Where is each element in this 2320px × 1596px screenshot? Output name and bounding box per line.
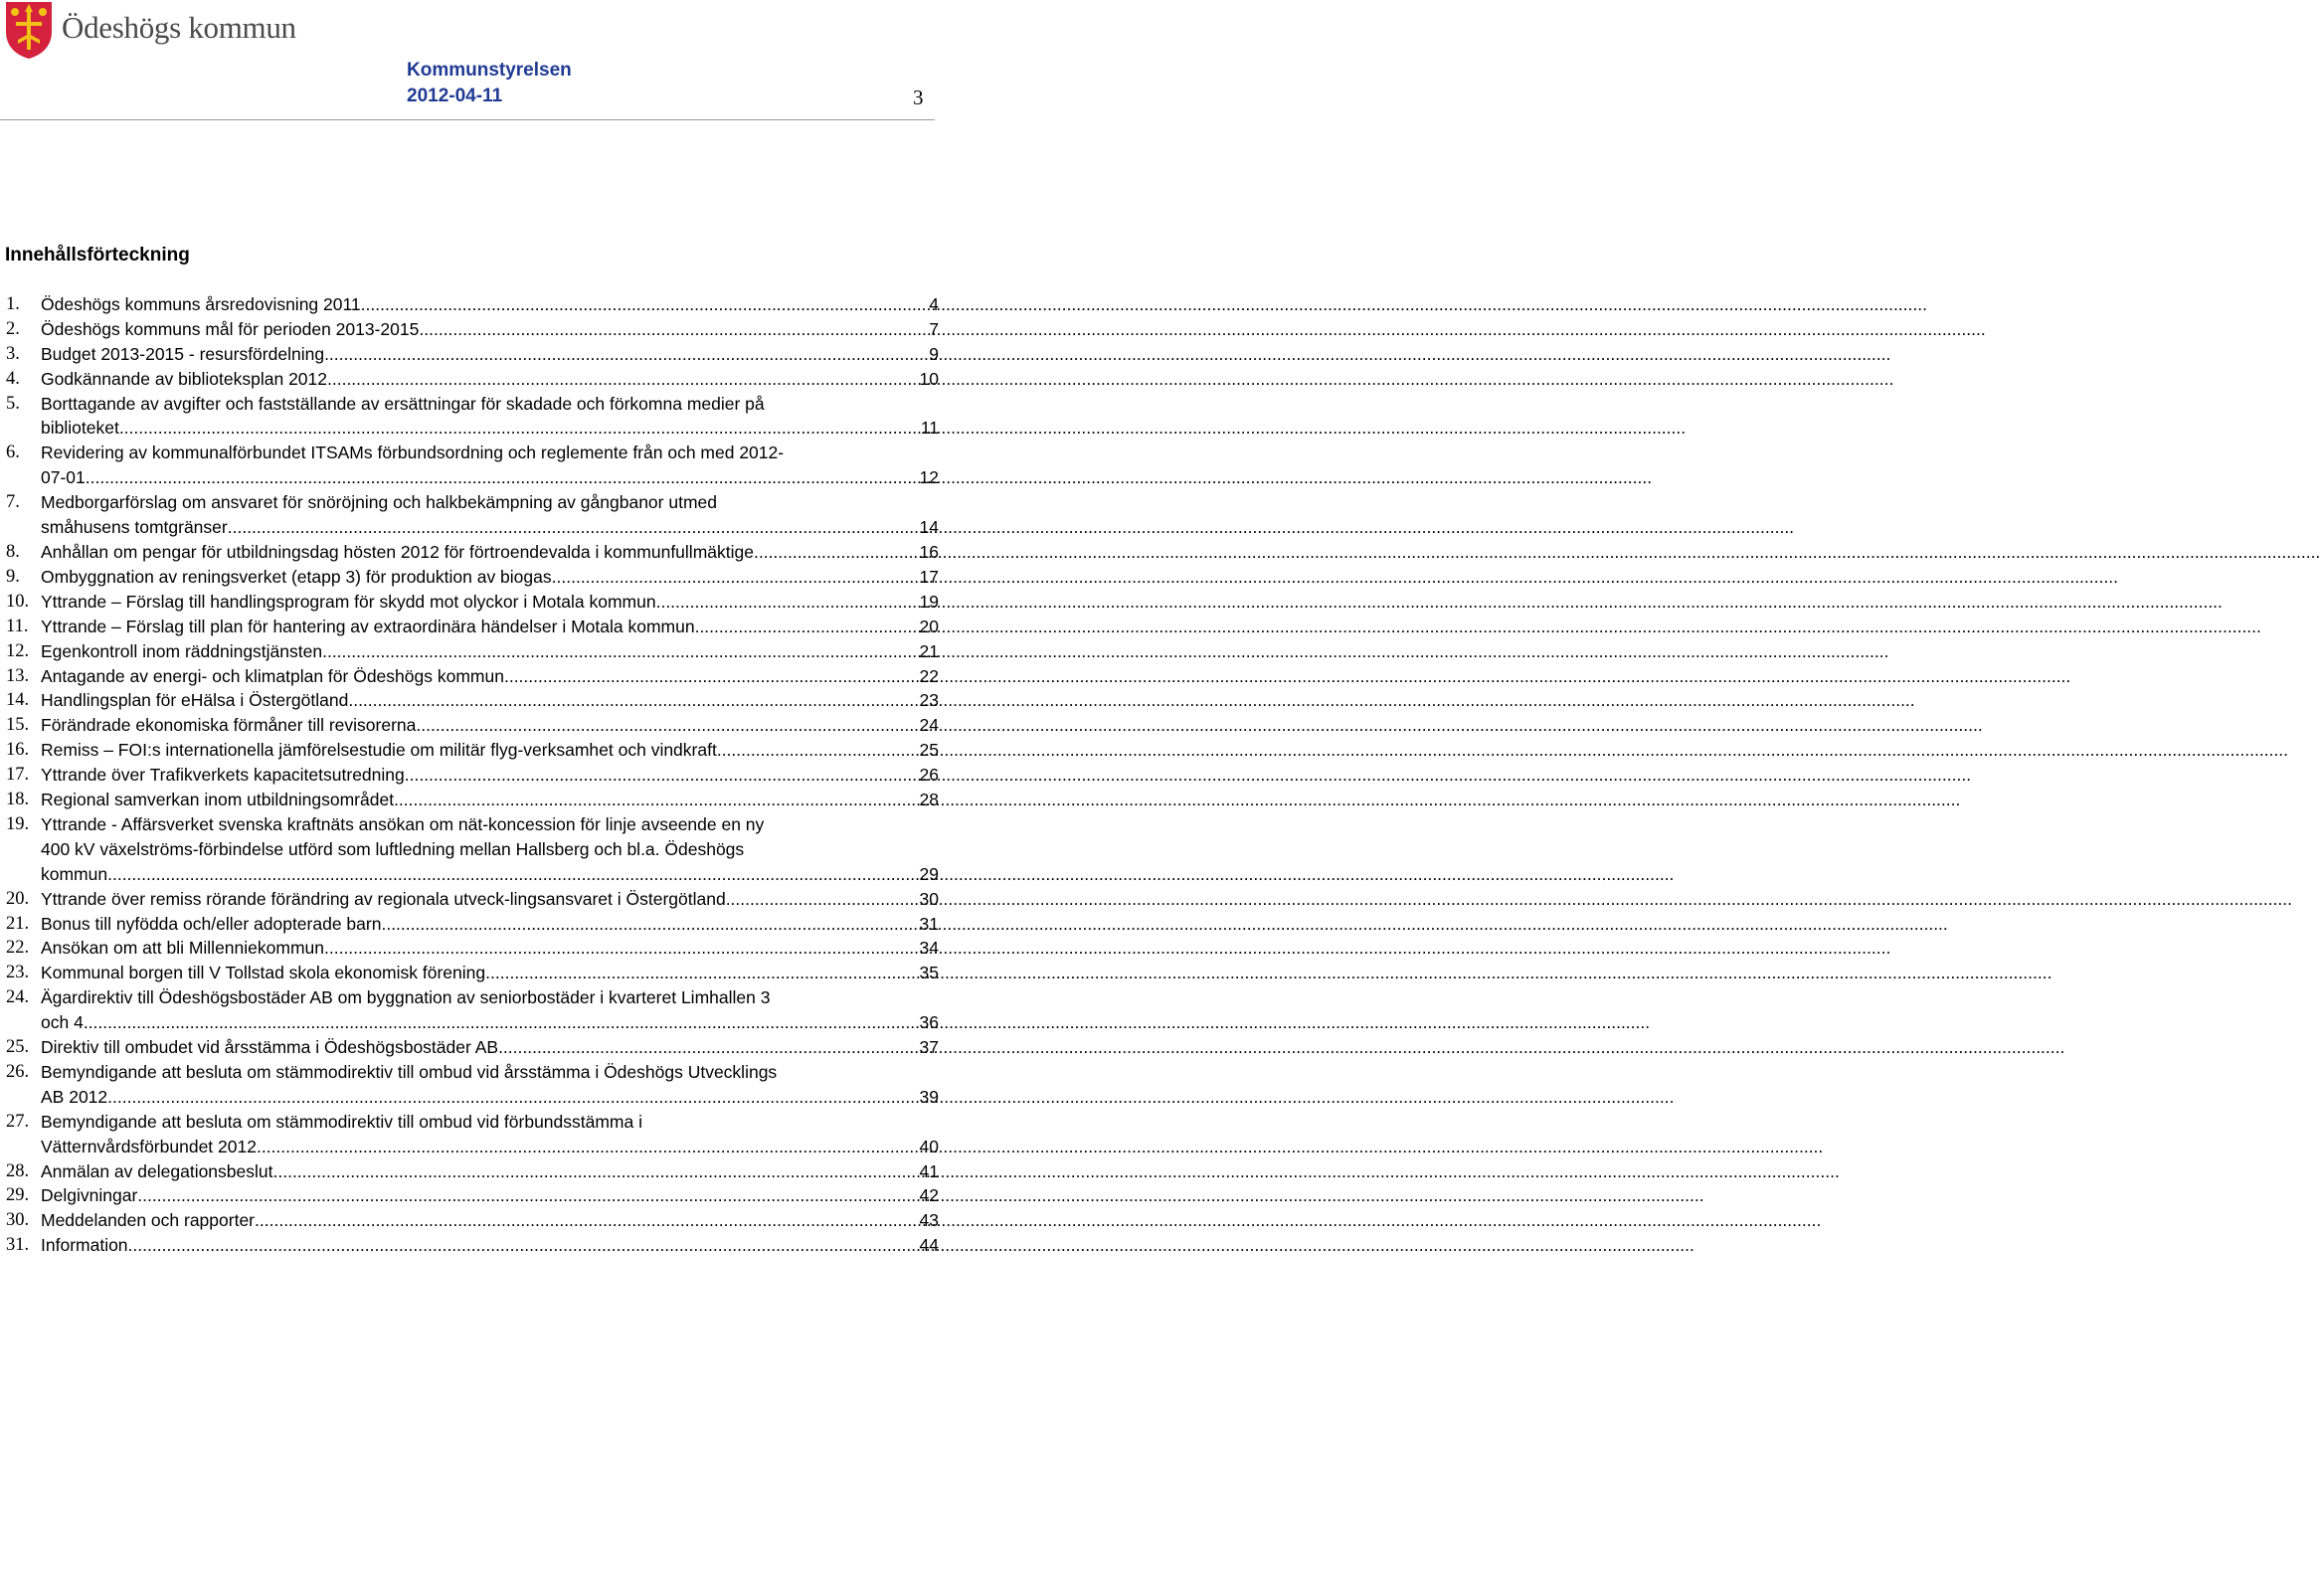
toc-entry-page: 39	[919, 1086, 939, 1107]
toc-dot-leader	[128, 1233, 918, 1257]
toc-entry-line-with-page	[41, 912, 939, 936]
toc-entry-number: 28.	[6, 1160, 30, 1181]
toc-entry-line-with-page	[41, 664, 939, 688]
toc-entry-line-with-page	[41, 1233, 939, 1257]
toc-entry-title: och 4	[41, 1012, 84, 1033]
toc-entry-number: 17.	[6, 765, 30, 786]
toc-dot-leader	[552, 565, 918, 589]
toc-dot-leader	[107, 862, 917, 886]
toc-entry-line	[41, 985, 939, 1009]
toc-entry-number: 2.	[6, 318, 20, 339]
toc-entry-page: 22	[919, 665, 939, 686]
toc-entry-line	[41, 1110, 939, 1134]
toc-entry-number: 16.	[6, 740, 30, 761]
toc-entry-number: 8.	[6, 542, 20, 562]
toc-dot-leader	[405, 763, 918, 787]
toc-entry-line	[41, 441, 939, 464]
toc-dot-leader	[485, 961, 917, 984]
toc-entry-page: 25	[919, 740, 939, 761]
toc-dot-leader	[722, 738, 918, 762]
toc-entry-title: Förändrade ekonomiska förmåner till revisorerna	[41, 715, 417, 736]
toc-entry-number: 20.	[6, 888, 30, 909]
toc-entry-page: 11	[920, 418, 939, 439]
toc-entry-line-with-page	[41, 615, 939, 638]
toc-entry-line-with-page	[41, 1010, 939, 1034]
toc-entry-page: 31	[919, 913, 939, 934]
toc-entry-line-with-page	[41, 713, 939, 737]
toc-dot-leader	[228, 515, 918, 539]
toc-entry-number: 4.	[6, 368, 20, 389]
toc-entry-line-with-page	[41, 738, 939, 762]
header-divider	[0, 119, 935, 120]
toc-entry-page: 36	[919, 1012, 939, 1033]
toc-entry-line-with-page	[41, 1035, 939, 1059]
toc-dot-leader	[656, 590, 918, 614]
toc-entry-title: AB 2012	[41, 1086, 108, 1107]
toc-dot-leader	[419, 317, 927, 341]
toc-entry-line-with-page	[41, 1183, 939, 1207]
toc-entry-title: Remiss – FOI:s internationella jämförelsestudie om militär flyg-verksamhet och vindkraft.	[41, 740, 722, 761]
toc-entry-title: Budget 2013-2015 - resursfördelning	[41, 343, 325, 364]
toc-entry-page: 42	[919, 1185, 939, 1206]
toc-entry-title: Regional samverkan inom utbildningsområdet	[41, 790, 395, 809]
meeting-date: 2012-04-11	[407, 86, 503, 106]
toc-dot-leader	[695, 615, 918, 638]
toc-entry-title: 07-01	[41, 467, 86, 488]
toc-entry-title: Godkännande av biblioteksplan 2012	[41, 368, 327, 389]
toc-entry-line-with-page	[41, 1159, 939, 1183]
toc-dot-leader	[394, 788, 917, 811]
toc-entry-line	[41, 1060, 939, 1084]
toc-entry-page: 19	[919, 591, 939, 612]
toc-entry-title: Yttrande över Trafikverkets kapacitetsutredning	[41, 765, 405, 786]
municipality-name: Ödeshögs kommun	[62, 10, 296, 45]
toc-entry-title: Ägardirektiv till Ödeshögsbostäder AB om byggnation av seniorbostäder i kvarteret Limhallen 3	[41, 987, 771, 1008]
toc-entry-title: Yttrande – Förslag till handlingsprogram för skydd mot olyckor i Motala kommun	[41, 591, 656, 612]
toc-entry-page: 12	[919, 467, 939, 488]
toc-entry-page: 28	[919, 790, 939, 809]
toc-entry-title: Vätternvårdsförbundet 2012	[41, 1136, 257, 1156]
toc-dot-leader	[324, 936, 918, 960]
toc-entry-title: Ödeshögs kommuns mål för perioden 2013-2015	[41, 318, 420, 339]
toc-entry-title: Yttrande – Förslag till plan för hantering av extraordinära händelser i Motala kommun	[41, 616, 695, 636]
toc-entry-line-with-page	[41, 416, 939, 440]
toc-entry-line-with-page	[41, 1085, 939, 1109]
toc-entry-number: 27.	[6, 1111, 30, 1132]
toc-entry-line	[41, 490, 939, 514]
toc-dot-leader	[504, 664, 918, 688]
toc-entry-number: 12.	[6, 640, 30, 661]
page-number: 3	[913, 86, 924, 109]
toc-dot-leader	[257, 1135, 918, 1158]
toc-dot-leader	[324, 342, 927, 366]
toc-entry-title: kommun	[41, 863, 108, 884]
toc-entry-number: 6.	[6, 443, 20, 463]
toc-entry-line-with-page	[41, 961, 939, 984]
toc-title: Innehållsförteckning	[5, 245, 190, 266]
toc-entry-page: 34	[919, 938, 939, 959]
toc-dot-leader	[86, 465, 918, 489]
toc-entry-line-with-page	[41, 317, 939, 341]
toc-entry-page: 7	[929, 318, 939, 339]
toc-entry-line	[41, 837, 939, 861]
toc-entry-number: 30.	[6, 1210, 30, 1231]
toc-entry-page: 41	[919, 1160, 939, 1181]
toc-entry-number: 11.	[6, 616, 29, 636]
committee-name: Kommunstyrelsen	[407, 60, 572, 81]
toc-entry-line-with-page	[41, 1208, 939, 1232]
toc-entry-number: 21.	[6, 913, 30, 934]
toc-entry-line-with-page	[41, 367, 939, 391]
toc-entry-line-with-page	[41, 292, 939, 316]
toc-entry-number: 13.	[6, 665, 30, 686]
toc-dot-leader	[107, 1085, 917, 1109]
toc-entry-page: 16	[919, 542, 939, 562]
toc-entry-page: 21	[919, 640, 939, 661]
toc-entry-page: 9	[929, 343, 939, 364]
toc-entry-line-with-page	[41, 342, 939, 366]
document-header	[0, 0, 955, 121]
toc-entry-title: Medborgarförslag om ansvaret för snöröjning och halkbekämpning av gångbanor utmed	[41, 492, 717, 513]
toc-dot-leader	[416, 713, 917, 737]
toc-entry-title: Bemyndigande att besluta om stämmodirektiv till ombud vid förbundsstämma i	[41, 1111, 642, 1132]
coat-of-arms-icon	[4, 0, 54, 60]
toc-entry-title: Anmälan av delegationsbeslut	[41, 1160, 273, 1181]
toc-entry-title: Yttrande - Affärsverket svenska kraftnäts ansökan om nät-koncession för linje avseende en ny	[41, 813, 765, 834]
toc-dot-leader	[726, 887, 918, 911]
toc-entry-page: 43	[919, 1210, 939, 1231]
toc-entry-number: 9.	[6, 566, 20, 587]
toc-entry-line	[41, 392, 939, 416]
toc-entry-title: biblioteket	[41, 418, 119, 439]
toc-entry-line-with-page	[41, 465, 939, 489]
toc-entry-line-with-page	[41, 688, 939, 712]
toc-dot-leader	[754, 540, 918, 564]
toc-dot-leader	[255, 1208, 918, 1232]
toc-entry-page: 37	[919, 1037, 939, 1057]
toc-entry-page: 17	[919, 566, 939, 587]
toc-entry-number: 26.	[6, 1061, 30, 1082]
toc-entry-title: Bonus till nyfödda och/eller adopterade barn	[41, 913, 382, 934]
toc-entry-page: 20	[919, 616, 939, 636]
toc-entry-page: 44	[919, 1235, 939, 1256]
toc-entry-title: Ombyggnation av reningsverket (etapp 3) för produktion av biogas	[41, 566, 552, 587]
toc-entry-title: Kommunal borgen till V Tollstad skola ekonomisk förening	[41, 963, 486, 983]
toc-entry-title: Meddelanden och rapporter	[41, 1210, 256, 1231]
toc-entry-number: 19.	[6, 813, 30, 834]
toc-entry-number: 25.	[6, 1037, 30, 1057]
toc-entry-page: 30	[919, 888, 939, 909]
toc-entry-number: 29.	[6, 1185, 30, 1206]
toc-entry-line-with-page	[41, 763, 939, 787]
toc-entry-number: 3.	[6, 343, 20, 364]
toc-dot-leader	[361, 292, 928, 316]
toc-dot-leader	[84, 1010, 918, 1034]
toc-entry-line-with-page	[41, 639, 939, 663]
toc-entry-line-with-page	[41, 515, 939, 539]
toc-dot-leader	[327, 367, 918, 391]
toc-entry-title: Yttrande över remiss rörande förändring av regionala utveck-lingsansvaret i Östergötland	[41, 888, 726, 909]
toc-entry-title: Direktiv till ombudet vid årsstämma i Ödeshögsbostäder AB	[41, 1037, 499, 1057]
toc-entry-page: 24	[919, 715, 939, 736]
toc-entry-number: 10.	[6, 591, 30, 612]
toc-entry-number: 22.	[6, 938, 30, 959]
toc-entry-line	[41, 812, 939, 836]
toc-entry-page: 35	[919, 963, 939, 983]
toc-dot-leader	[498, 1035, 917, 1059]
toc-entry-number: 31.	[6, 1235, 30, 1256]
toc-entry-line-with-page	[41, 565, 939, 589]
toc-dot-leader	[348, 688, 917, 712]
toc-entry-title: Borttagande av avgifter och fastställande av ersättningar för skadade och förkomna medier på	[41, 393, 765, 414]
toc-dot-leader	[273, 1159, 918, 1183]
toc-entry-page: 4	[929, 294, 939, 314]
toc-entry-number: 5.	[6, 393, 20, 414]
toc-dot-leader	[137, 1183, 917, 1207]
toc-entry-number: 14.	[6, 690, 30, 711]
toc-entry-number: 1.	[6, 294, 20, 314]
toc-entry-title: Delgivningar	[41, 1185, 138, 1206]
toc-entry-page: 10	[919, 368, 939, 389]
toc-dot-leader	[119, 416, 919, 440]
toc-entry-line-with-page	[41, 1135, 939, 1158]
toc-entry-line-with-page	[41, 887, 939, 911]
toc-dot-leader	[322, 639, 917, 663]
toc-entry-line-with-page	[41, 590, 939, 614]
toc-entry-title: Ansökan om att bli Millenniekommun	[41, 938, 324, 959]
toc-entry-number: 24.	[6, 987, 30, 1008]
toc-entry-number: 18.	[6, 790, 30, 809]
toc-entry-page: 29	[919, 863, 939, 884]
toc-entry-title: Ödeshögs kommuns årsredovisning 2011	[41, 294, 361, 314]
toc-entry-title: Bemyndigande att besluta om stämmodirektiv till ombud vid årsstämma i Ödeshögs Utvecklings	[41, 1061, 778, 1082]
toc-entry-number: 7.	[6, 492, 20, 513]
toc-entry-number: 23.	[6, 963, 30, 983]
toc-entry-page: 14	[919, 517, 939, 538]
toc-entry-line-with-page	[41, 862, 939, 886]
toc-entry-page: 23	[919, 690, 939, 711]
toc-dot-leader	[381, 912, 917, 936]
toc-entry-title: småhusens tomtgränser	[41, 517, 228, 538]
toc-entry-title: Egenkontroll inom räddningstjänsten	[41, 640, 323, 661]
toc-entry-title: Revidering av kommunalförbundet ITSAMs förbundsordning och reglemente från och med 2012-	[41, 443, 785, 463]
toc-entry-page: 26	[919, 765, 939, 786]
toc-entry-number: 15.	[6, 715, 30, 736]
toc-entry-title: Antagande av energi- och klimatplan för Ödeshögs kommun	[41, 665, 504, 686]
toc-entry-title: Anhållan om pengar för utbildningsdag hösten 2012 för förtroendevalda i kommunfullmäktige	[41, 542, 754, 562]
toc-entry-page: 40	[919, 1136, 939, 1156]
toc-entry-line-with-page	[41, 788, 939, 811]
toc-entry-line-with-page	[41, 540, 939, 564]
toc-entry-title: Handlingsplan för eHälsa i Östergötland	[41, 690, 349, 711]
toc-entry-line-with-page	[41, 936, 939, 960]
toc-entry-title: 400 kV växelströms-förbindelse utförd som luftledning mellan Hallsberg och bl.a. Ödeshögs	[41, 838, 745, 859]
toc-entry-title: Information	[41, 1235, 128, 1256]
